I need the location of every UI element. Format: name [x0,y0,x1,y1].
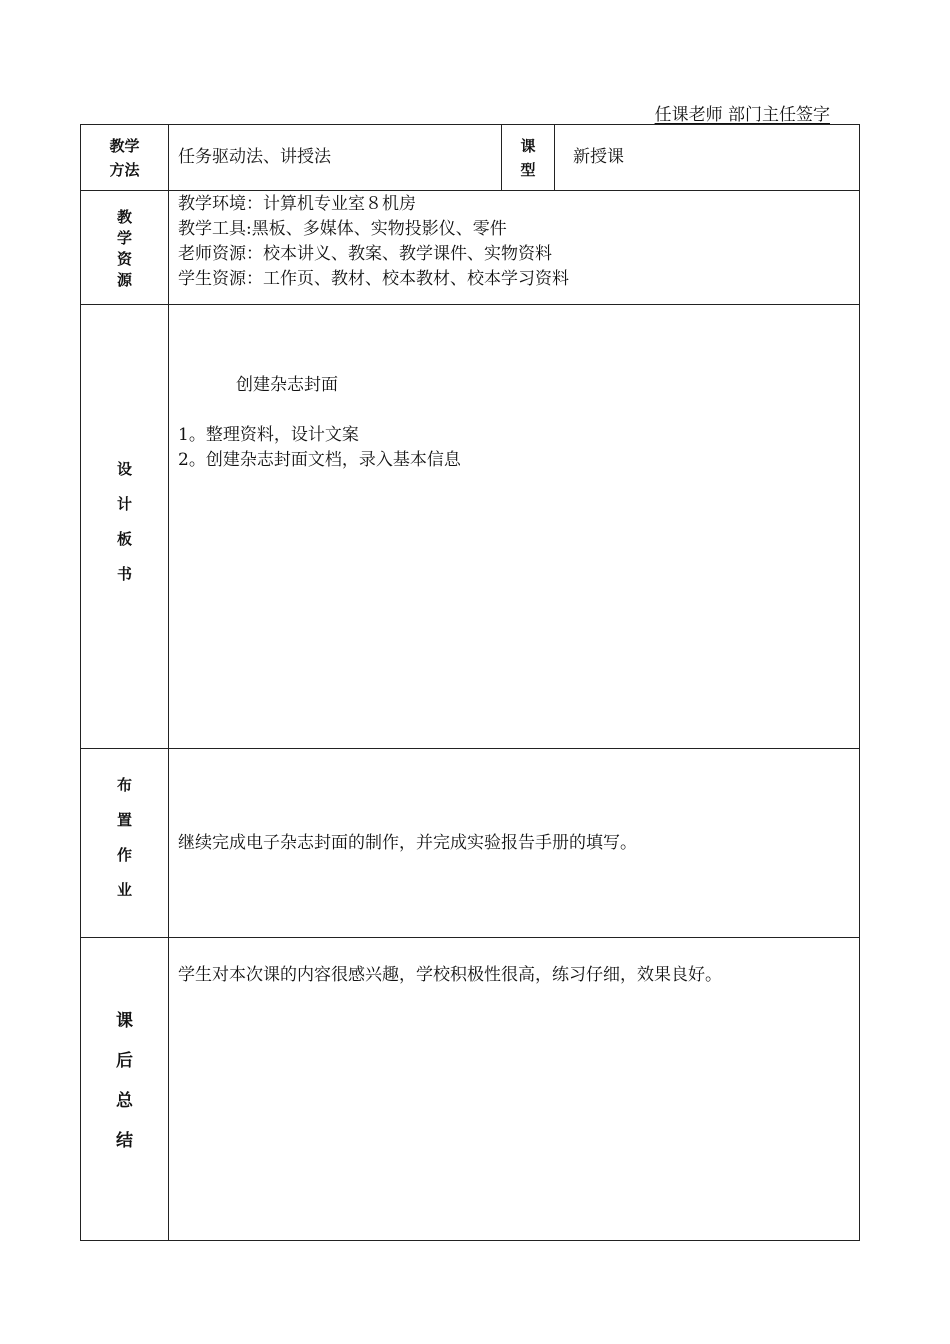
summary-text: 学生对本次课的内容很感兴趣，学校积极性很高，练习仔细，效果良好。 [178,965,722,985]
board-content [169,305,860,749]
lesson-type-value: 新授课 [555,125,860,191]
homework-label: 布 置 作 业 [81,749,169,938]
method-label: 教学 方法 [81,125,169,191]
resource-environment: 教学环境：计算机专业室８机房 [178,194,416,214]
method-value: 任务驱动法、讲授法 [169,125,502,191]
homework-text: 继续完成电子杂志封面的制作，并完成实验报告手册的填写。 [169,749,860,938]
resource-student: 学生资源：工作页、教材、校本教材、校本学习资料 [178,269,569,289]
board-step: 1。整理资料，设计文案 [178,425,359,445]
summary-content [169,938,860,1241]
summary-row [81,938,860,1241]
summary-label: 课 后 总 结 [81,938,169,1241]
board-label: 设 计 板 书 [81,305,169,749]
signature-line: 任课老师 部门主任签字 [654,105,830,125]
board-row [81,305,860,749]
lesson-type-label: 课 型 [502,125,555,191]
lesson-plan-table [80,124,860,1241]
resource-tools: 教学工具:黑板、多媒体、实物投影仪、零件 [178,219,507,239]
method-row [81,125,860,191]
resource-teacher: 老师资源：校本讲义、教案、教学课件、实物资料 [178,244,552,264]
resources-row [81,191,860,305]
board-step: 2。创建杂志封面文档，录入基本信息 [178,450,461,470]
resources-content [169,191,860,305]
board-title: 创建杂志封面 [236,375,338,395]
homework-row [81,749,860,938]
resources-label: 教 学 资 源 [81,191,169,305]
